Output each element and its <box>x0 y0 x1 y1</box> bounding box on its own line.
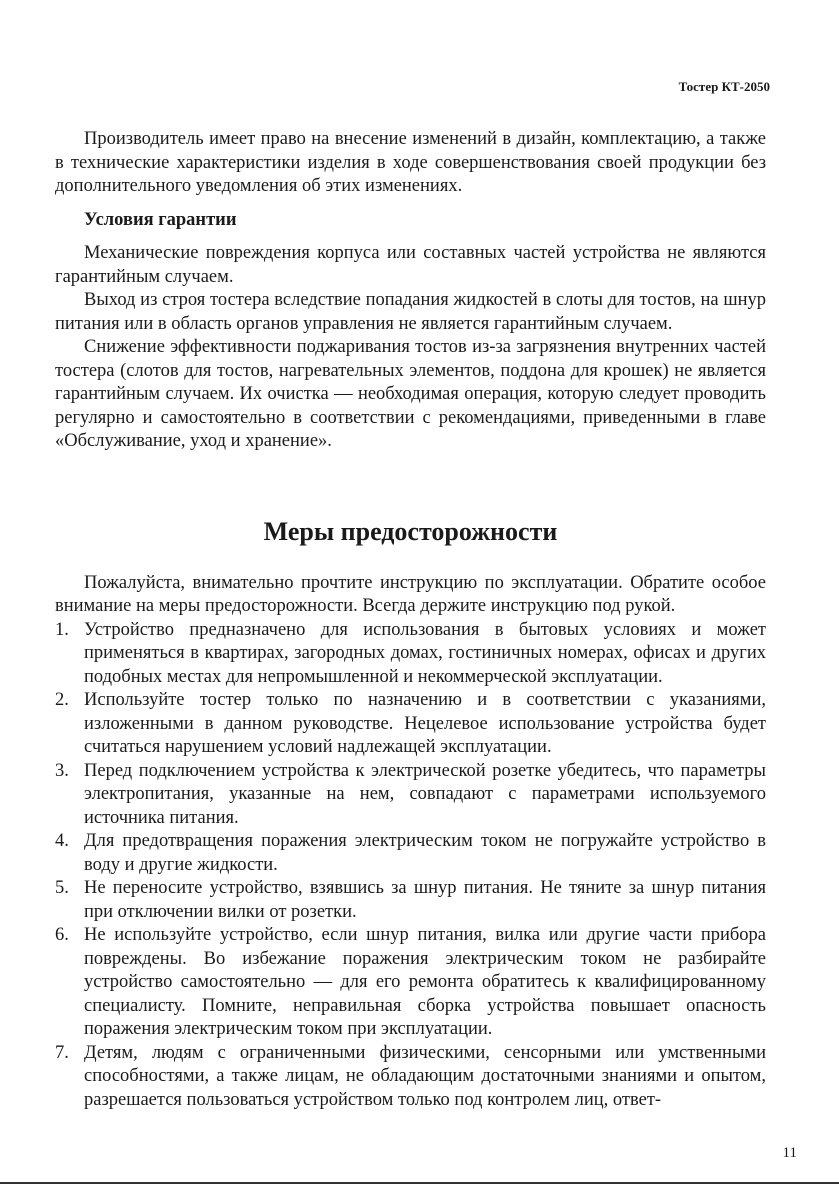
item-number: 5. <box>55 878 69 898</box>
warranty-paragraph: Выход из строя тостера вследствие попадания жидкостей в слоты для тостов, на шнур питания или в область органов управления не является гарантийным случаем. <box>55 290 766 334</box>
item-number: 2. <box>55 690 69 710</box>
item-number: 6. <box>55 925 69 945</box>
running-header: Тостер КТ-2050 <box>678 79 770 94</box>
page-number: 11 <box>782 1145 797 1161</box>
list-item <box>55 619 766 690</box>
item-text: Детям, людям с ограниченными физическими, сенсорными или умственными способностями, а также лицам, не обладающим достаточными знаниями и опытом, разрешается пользоваться устройством только под контролем лиц, ответ- <box>84 1042 766 1110</box>
item-number: 1. <box>55 619 69 640</box>
page-bottom-rule <box>0 1182 839 1184</box>
list-item <box>55 877 766 924</box>
item-text: Используйте тостер только по назначению и в соответствии с указаниями, изложенными в данном руководстве. Нецелевое использование устройства будет считаться нарушением условий надлежащей эксплуатации. <box>84 690 766 757</box>
item-number: 3. <box>55 760 69 781</box>
safety-list <box>55 619 766 1113</box>
section-title: Меры предосторожности <box>263 516 558 546</box>
list-item <box>55 830 766 877</box>
warranty-paragraph: Механические повреждения корпуса или составных частей устройства не являются гарантийным случаем. <box>55 243 766 287</box>
intro-paragraph: Производитель имеет право на внесение изменений в дизайн, комплектацию, а также в технические характеристики изделия в ходе совершенствования своей продукции без дополнительного уведомления об этих изменениях. <box>55 129 766 196</box>
list-item <box>55 1042 766 1113</box>
warranty-paragraph: Снижение эффективности поджаривания тостов из-за загрязнения внутренних частей тостера (слотов для тостов, нагревательных элементов, поддона для крошек) не является гарантийным случаем. Их очистка — необходимая операция, которую следует проводить регулярно и самостоятельно в соответствии с рекомендациями, приведенными в главе «Обслуживание, уход и хранение». <box>55 337 766 451</box>
safety-intro: Пожалуйста, внимательно прочтите инструкцию по эксплуатации. Обратите особое внимание на меры предосторожности. Всегда держите инструкцию под рукой. <box>55 572 766 616</box>
item-text: Не используйте устройство, если шнур питания, вилка или другие части прибора повреждены. Во избежание поражения электрическим током не разбирайте устройство самостоятельно — для его ремонта обратитесь к квалифицированному специалисту. Помните, неправильная сборка устройства повышает опасность поражения электрическим током при эксплуатации. <box>84 925 766 1039</box>
page-body <box>55 128 766 1112</box>
item-number: 4. <box>55 831 69 851</box>
list-item <box>55 689 766 760</box>
warranty-heading: Условия гарантии <box>84 209 237 230</box>
item-text: Не переносите устройство, взявшись за шнур питания. Не тяните за шнур питания при отключении вилки от розетки. <box>84 878 766 922</box>
item-number: 7. <box>55 1042 69 1063</box>
item-text: Перед подключением устройства к электрической розетке убедитесь, что параметры электропитания, указанные на нем, совпадают с параметрами используемого источника питания. <box>84 760 766 828</box>
item-text: Устройство предназначено для использования в бытовых условиях и может применяться в квартирах, загородных домах, гостиничных номерах, офисах и других подобных местах для непромышленной и некоммерческой эксплуатации. <box>84 619 766 687</box>
list-item <box>55 760 766 831</box>
item-text: Для предотвращения поражения электрическим током не погружайте устройство в воду и другие жидкости. <box>84 831 766 875</box>
list-item <box>55 924 766 1042</box>
